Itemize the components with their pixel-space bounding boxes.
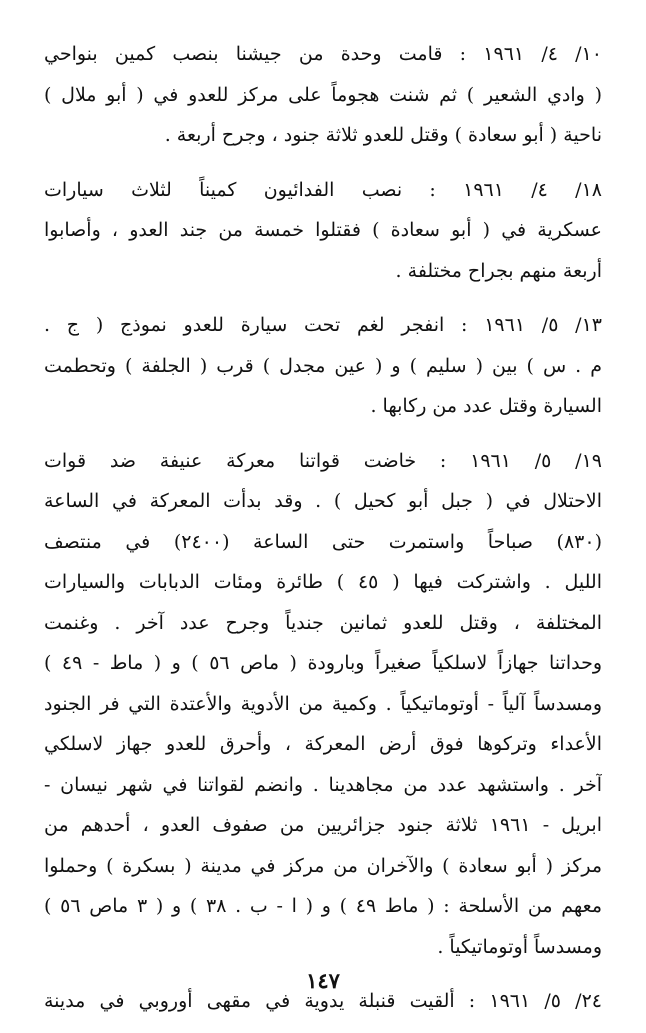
text-line: السيارة وقتل عدد من ركابها . [370,395,602,417]
text-line: المختلفة ، وقتل للعدو ثمانين جندياً وجرح عدد آخر . وغنمت [44,611,602,634]
page-number: ١٤٧ [306,968,340,993]
text-line: ومسدساً أوتوماتيكياً . [437,935,602,958]
text-line: الليل . واشتركت فيها ( ٤٥ ) طائرة ومئات الدبابات والسيارات [44,571,602,593]
text-line: ( وادي الشعير ) ثم شنت هجوماً على مركز للعدو في ( أبو ملال ) [44,83,602,106]
text-line: آخر . واستشهد عدد من مجاهدينا . وانضم لقواتنا في شهر نيسان - [44,773,602,796]
text-line: أربعة منهم بجراح مختلفة . [395,259,602,282]
text-line: ناحية ( أبو سعادة ) وقتل للعدو ثلاثة جنود ، وجرح أربعة . [164,124,602,146]
entry-1961-04-18 [44,170,602,292]
text-line: ابريل - ١٩٦١ ثلاثة جنود جزائريين من صفوف العدو ، أحدهم من [44,814,602,836]
text-line: ٢٤/ ٥/ ١٩٦١ : ألقيت قنبلة يدوية في مقهى أوروبي في مدينة [44,990,602,1012]
text-line: م . س ) بين ( سليم ) و ( عين مجدل ) قرب ( الجلفة ) وتحطمت [44,354,602,377]
text-line: الأعداء وتركوها فوق أرض المعركة ، وأحرق للعدو جهاز لاسلكي [44,733,602,755]
text-line: ومسدساً آلياً - أوتوماتيكياً . وكمية من الأدوية والأعتدة التي فر الجنود [44,692,602,715]
text-line: (٨٣٠) صباحاً واستمرت حتى الساعة (٢٤٠٠) في منتصف [44,530,602,553]
text-line: معهم من الأسلحة : ( ماط ٤٩ ) و ( ا - ب . ٣٨ ) و ( ٣ ماص ٥٦ ) [44,895,602,917]
entry-1961-05-19 [44,441,602,968]
text-line: عسكرية في ( أبو سعادة ) فقتلوا خمسة من جند العدو ، وأصابوا [44,219,602,241]
text-line: ١٩/ ٥/ ١٩٦١ : خاضت قواتنا معركة عنيفة ضد قوات [44,449,602,472]
entry-1961-05-13 [44,305,602,427]
text-line: ١٠/ ٤/ ١٩٦١ : قامت وحدة من جيشنا بنصب كمين بنواحي [44,43,602,65]
text-line: الاحتلال في ( جبل أبو كحيل ) . وقد بدأت المعركة في الساعة [44,490,602,512]
entry-1961-04-10 [44,34,602,156]
text-line: ١٨/ ٤/ ١٩٦١ : نصب الفدائيون كميناً لثلاث سيارات [44,178,602,201]
text-line: مركز ( أبو سعادة ) والآخران من مركز في مدينة ( بسكرة ) وحملوا [44,854,602,877]
text-line: ١٣/ ٥/ ١٩٦١ : انفجر لغم تحت سيارة للعدو نموذج ( ج . [44,314,602,336]
text-line: وحداتنا جهازاً لاسلكياً صغيراً وبارودة ( ماص ٥٦ ) و ( ماط - ٤٩ ) [44,652,602,674]
